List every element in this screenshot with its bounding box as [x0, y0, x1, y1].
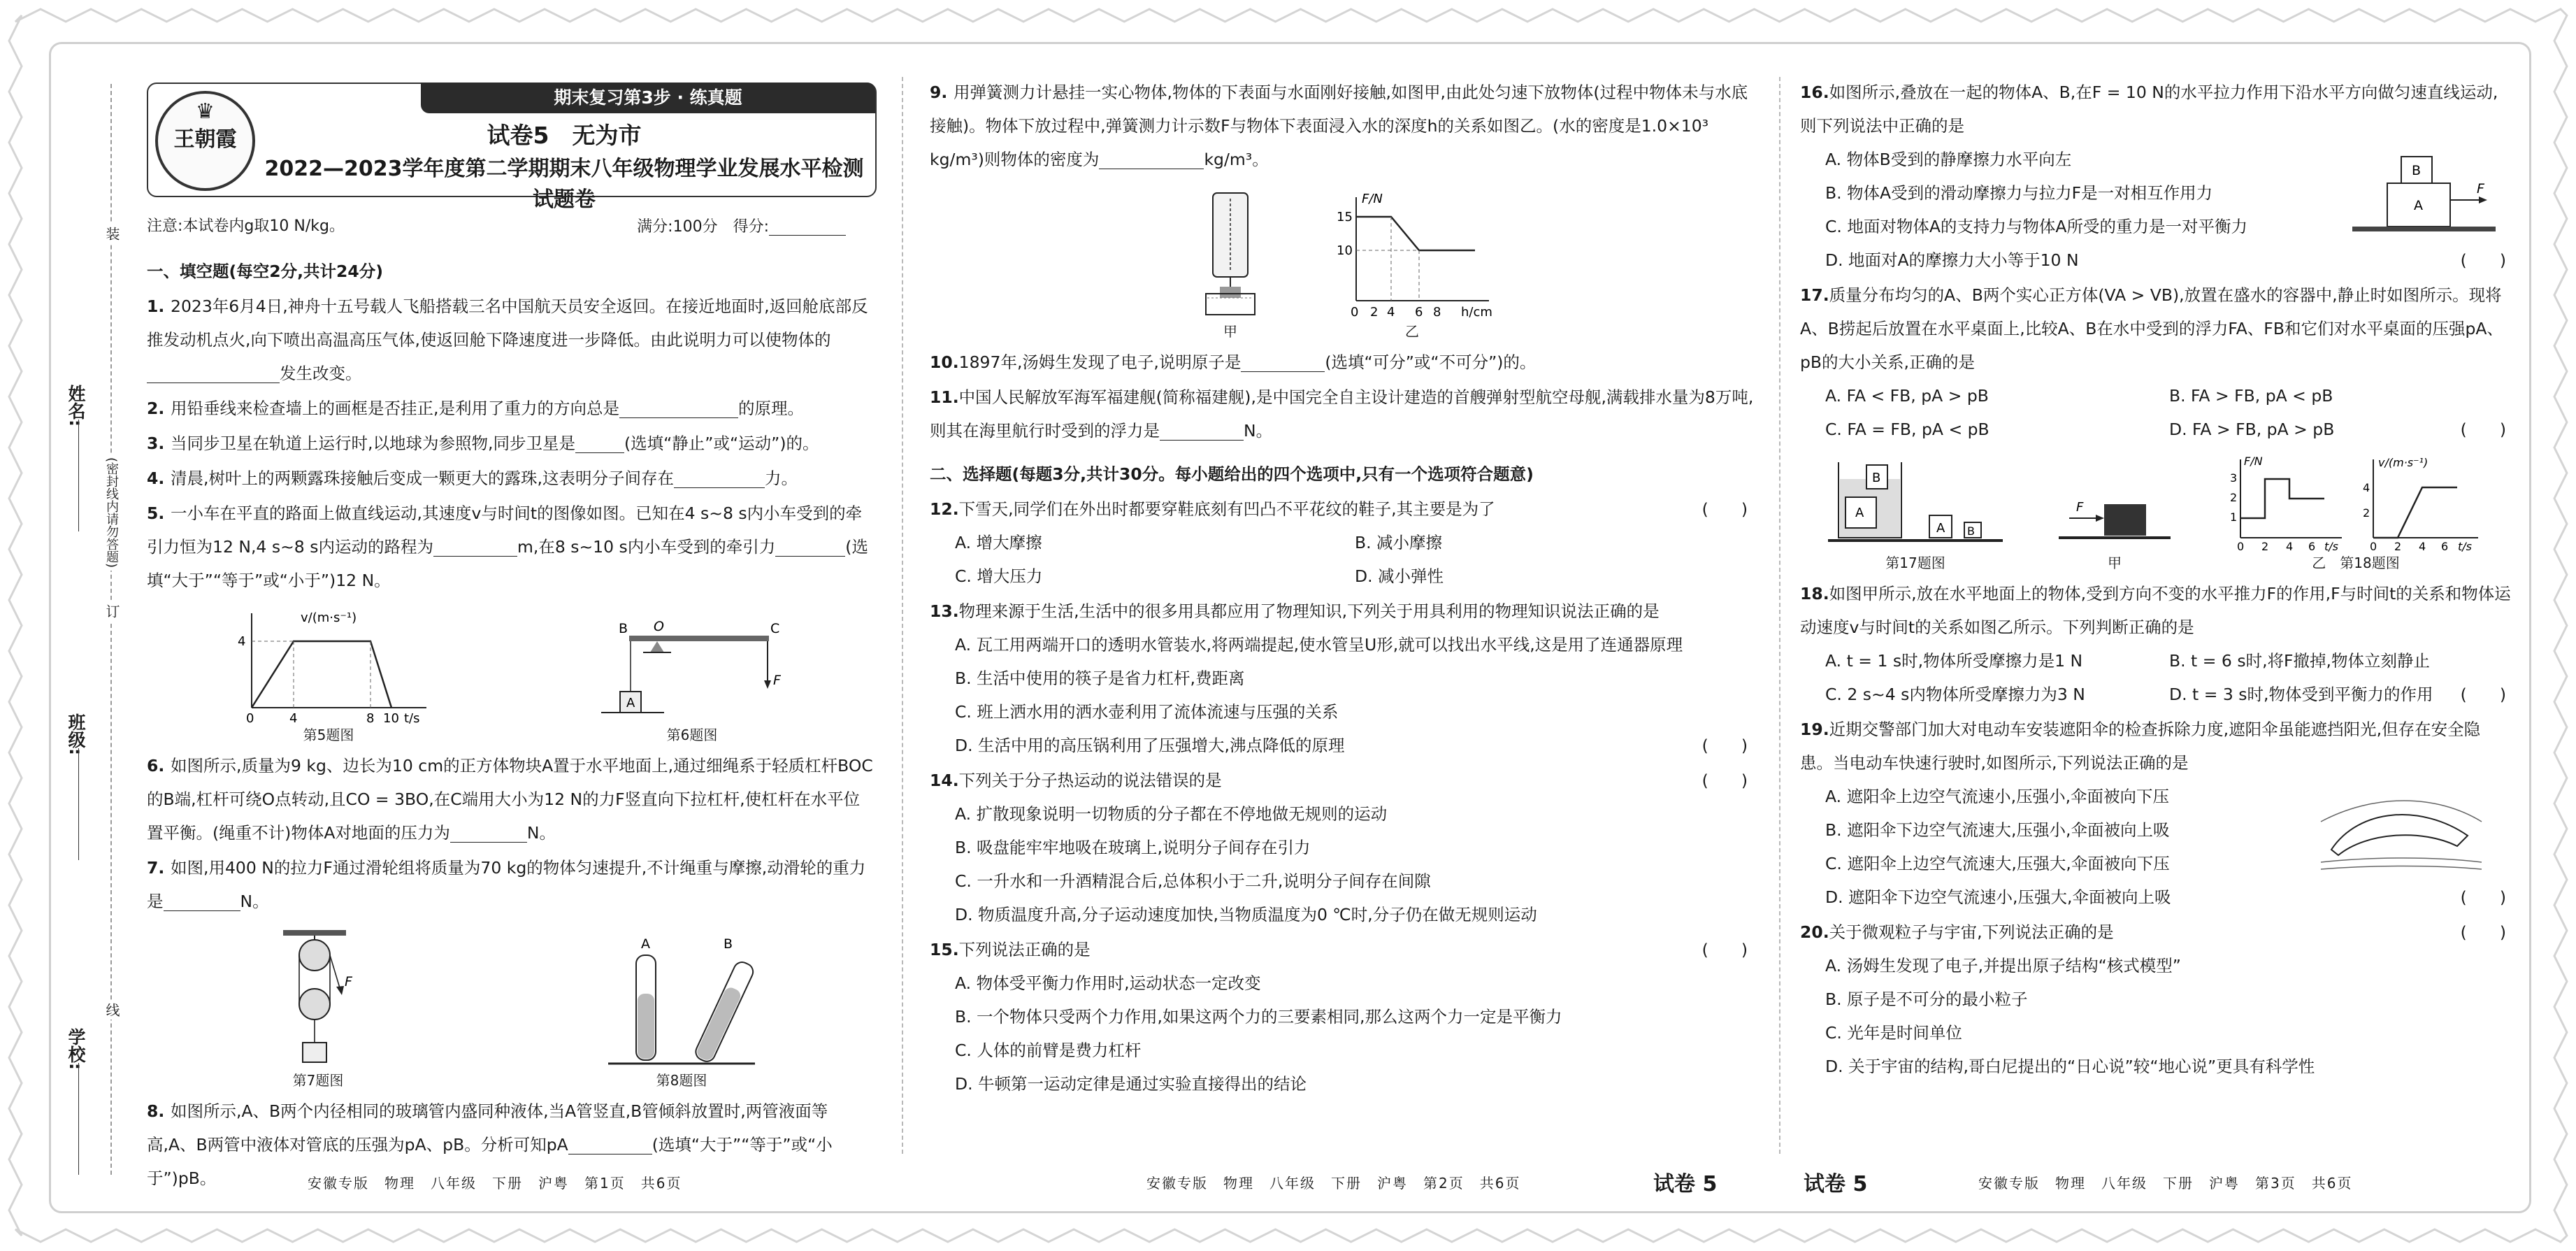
- question-number: 6.: [147, 756, 165, 775]
- question-text: N。: [240, 892, 269, 911]
- question-16-body: [1800, 143, 2513, 277]
- answer-paren[interactable]: ( ): [1701, 499, 1748, 519]
- answer-paren[interactable]: ( ): [1701, 736, 1748, 755]
- figure-17: [1825, 455, 2006, 573]
- tick-label: 0: [1351, 305, 1359, 320]
- point-label: O: [654, 619, 664, 634]
- x-axis-label: h/cm: [1461, 305, 1492, 320]
- question-16: [1800, 76, 2513, 277]
- question-15: [930, 933, 1755, 1101]
- question-number: 11.: [930, 387, 959, 407]
- option-c[interactable]: C. 增大压力: [955, 566, 1043, 586]
- option-b[interactable]: B. 生活中使用的筷子是省力杠杆,费距离: [955, 669, 1245, 688]
- figure-5: [224, 606, 433, 745]
- umbrella-canopy: [2331, 815, 2468, 855]
- option-b[interactable]: B. 一个物体只受两个力作用,如果这两个力的三要素相同,那么这两个力一定是平衡力: [955, 1007, 1562, 1027]
- question-number: 12.: [930, 499, 959, 519]
- question-number: 7.: [147, 858, 165, 878]
- answer-blank[interactable]: [1099, 148, 1204, 169]
- question-stem: 物理来源于生活,生活中的很多用具都应用了物理知识,下列关于用具利用的物理知识说法正确的是: [958, 601, 1660, 621]
- name-line: [78, 420, 79, 531]
- question-6: [147, 749, 874, 850]
- question-12: [930, 492, 1755, 593]
- question-10: [930, 345, 1755, 379]
- figure-caption: 乙: [1405, 323, 1419, 340]
- school-label: 学校:: [66, 1028, 86, 1070]
- fixed-pulley: [299, 940, 330, 971]
- figure-18-jia: [2055, 455, 2174, 573]
- figure-caption: 第6题图: [666, 727, 718, 743]
- figure-row-5-6: [147, 601, 874, 745]
- tick-label: 10: [1337, 243, 1353, 258]
- x-axis-label: t/s: [2458, 540, 2472, 553]
- question-3: [147, 427, 874, 460]
- question-number: 10.: [930, 352, 959, 372]
- answer-blank[interactable]: [450, 821, 527, 843]
- answer-blank[interactable]: [568, 1133, 652, 1155]
- tick-label: 8: [1433, 305, 1441, 320]
- pushed-block: [2104, 504, 2146, 536]
- question-text: kg/m³。: [1204, 150, 1269, 169]
- option-d[interactable]: D. 减小弹性: [1355, 566, 1444, 586]
- question-number: 2.: [147, 399, 165, 418]
- option-a[interactable]: A. 增大摩擦: [955, 533, 1042, 552]
- ceiling-mount: [283, 930, 346, 936]
- answer-blank[interactable]: [1241, 350, 1325, 372]
- question-number: 8.: [147, 1101, 165, 1121]
- figure-row-9: [930, 180, 1755, 341]
- answer-blank[interactable]: [1160, 419, 1244, 441]
- option-grid: [955, 526, 1755, 593]
- question-9: [930, 76, 1755, 176]
- cube-label: B: [1967, 524, 1975, 538]
- force-label: F: [773, 673, 781, 688]
- step-badge: 期末复习第3步 · 练真题: [421, 83, 875, 113]
- option-d[interactable]: D. 关于宇宙的结构,哥白尼提出的“日心说”较“地心说”更具有科学性: [1825, 1057, 2315, 1076]
- option-a[interactable]: A. 物体受平衡力作用时,运动状态一定改变: [955, 973, 1261, 993]
- school-line: [78, 1063, 79, 1175]
- question-number: 18.: [1800, 584, 1829, 603]
- page-footer-2: 安徽专版 物理 八年级 下册 沪粤 第2页 共6页: [1146, 1175, 1521, 1192]
- figure-16: [2345, 143, 2499, 248]
- question-text: 当同步卫星在轨道上运行时,以地球为参照物,同步卫星是: [171, 434, 575, 453]
- tick-label: 6: [2308, 540, 2316, 553]
- question-20: [1800, 915, 2513, 1083]
- answer-paren[interactable]: ( ): [2460, 887, 2506, 907]
- question-text: 2023年6月4日,神舟十五号载人飞船搭载三名中国航天员安全返回。在接近地面时,返回舱底部反推发动机点火,向下喷出高温高压气体,使返回舱下降速度进一步降低。由此说明力可以使物体的: [147, 296, 868, 350]
- answer-paren[interactable]: ( ): [2460, 685, 2506, 704]
- option-d[interactable]: D. 牛顿第一运动定律是通过实验直接得出的结论: [955, 1074, 1307, 1094]
- liquid-a: [638, 994, 654, 1059]
- question-13: [930, 594, 1755, 762]
- question-stem: 下列关于分子热运动的说法错误的是: [958, 771, 1222, 790]
- arrow-head-icon: [2096, 515, 2104, 522]
- block-label: A: [626, 696, 635, 710]
- y-axis-label: F/N: [1362, 192, 1383, 206]
- question-stem: 下列说法正确的是: [958, 940, 1091, 959]
- tick-label: 10: [383, 711, 399, 725]
- option-c[interactable]: C. 班上洒水用的洒水壶利用了流体流速与压强的关系: [955, 702, 1339, 722]
- tick-label: 0: [246, 711, 254, 725]
- option-grid: [1825, 644, 2513, 711]
- option-d[interactable]: D. t = 3 s时,物体受到平衡力的作用: [2169, 685, 2433, 704]
- y-axis-label: v/(m·s⁻¹): [2378, 456, 2429, 469]
- option-a[interactable]: A. 物体B受到的静摩擦力水平向左: [1825, 150, 2072, 169]
- column-2: [930, 76, 1755, 1102]
- column-divider: [1779, 77, 1780, 1154]
- option-b[interactable]: B. FA > FB, pA < pB: [2169, 386, 2333, 406]
- answer-paren[interactable]: ( ): [1701, 771, 1748, 790]
- section-title: 一、填空题(每空2分,共计24分): [147, 262, 383, 281]
- option-b[interactable]: B. 吸盘能牢牢地吸在玻璃上,说明分子间存在引力: [955, 838, 1311, 857]
- score-line: [637, 214, 846, 236]
- option-c[interactable]: C. 2 s~4 s内物体所受摩擦力为3 N: [1825, 685, 2085, 704]
- figure-7: [262, 927, 374, 1090]
- option-a[interactable]: A. FA < FB, pA > pB: [1825, 386, 1989, 406]
- option-d[interactable]: D. 遮阳伞下边空气流速小,压强大,伞面被向上吸: [1825, 887, 2171, 907]
- figure-caption: 第17题图: [1885, 555, 1945, 571]
- point-label: C: [770, 621, 780, 636]
- question-text: 如图所示,A、B两个内径相同的玻璃管内盛同种液体,当A管竖直,B管倾斜放置时,两管液面等高,A、B两管中液体对管底的压强为pA、pB。分析可知pA: [147, 1101, 828, 1155]
- question-text: 如图所示,质量为9 kg、边长为10 cm的正方体物块A置于水平地面上,通过细绳系于轻质杠杆BOC的B端,杠杆可绕O点转动,且CO = 3BO,在C端用大小为12 N的力F竖直向下拉杠杆,使杠杆在水平位置平衡。(绳重不计)物体A对地面的压力为: [147, 756, 873, 843]
- option-a[interactable]: A. 遮阳伞上边空气流速小,压强小,伞面被向下压: [1825, 787, 2170, 806]
- class-line: [78, 748, 79, 860]
- tick-label: 4: [1387, 305, 1395, 320]
- question-stem: 如图甲所示,放在水平地面上的物体,受到方向不变的水平推力F的作用,F与时间t的关系和物体运动速度v与时间t的关系如图乙所示。下列判断正确的是: [1800, 584, 2511, 637]
- question-number: 16.: [1800, 83, 1829, 102]
- figure-6: [587, 606, 797, 745]
- question-text: (选填“大于”“等于”或“小于”)12 N。: [147, 537, 868, 590]
- column-1: [147, 252, 874, 1196]
- answer-blank[interactable]: [164, 889, 240, 911]
- question-19: [1800, 713, 2513, 914]
- question-stem: 下雪天,同学们在外出时都要穿鞋底刻有凹凸不平花纹的鞋子,其主要是为了: [958, 499, 1495, 519]
- column-3: [1800, 76, 2513, 1085]
- pivot-icon: [650, 641, 664, 652]
- tick-label: 15: [1337, 210, 1353, 224]
- question-text: 如图,用400 N的拉力F通过滑轮组将质量为70 kg的物体匀速提升,不计绳重与摩擦,动滑轮的重力是: [147, 858, 866, 911]
- force-line: [2240, 479, 2324, 518]
- caption-18: 第18题图: [2340, 555, 2400, 571]
- crown-icon: ♛: [196, 99, 215, 124]
- tick-label: 6: [2441, 540, 2449, 553]
- option-c[interactable]: C. 遮阳伞上边空气流速大,压强大,伞面被向下压: [1825, 854, 2170, 873]
- force-label: F: [345, 974, 352, 989]
- page-footer-1: 安徽专版 物理 八年级 下册 沪粤 第1页 共6页: [308, 1175, 682, 1192]
- tick-label: 2: [2394, 540, 2402, 553]
- answer-paren[interactable]: ( ): [2460, 922, 2506, 942]
- logo-text: 王朝霞: [173, 127, 237, 152]
- brand-logo: [155, 91, 255, 191]
- paper-tag-right: 试卷 5: [1804, 1172, 1868, 1196]
- option-b[interactable]: B. t = 6 s时,将F撤掉,物体立刻静止: [2169, 651, 2431, 671]
- x-axis-label: t/s: [2324, 540, 2338, 553]
- score-label: 满分:100分 得分:: [637, 218, 769, 236]
- option-b[interactable]: B. 减小摩擦: [1355, 533, 1443, 552]
- answer-blank[interactable]: [575, 431, 624, 453]
- rope: [330, 955, 340, 990]
- paper-header: [147, 83, 877, 212]
- force-line: [1356, 217, 1475, 250]
- point-label: B: [619, 621, 628, 636]
- airflow-line: [2321, 866, 2482, 870]
- question-number: 4.: [147, 469, 165, 488]
- seal-note: (密封线内请勿答题): [102, 455, 120, 571]
- question-18: [1800, 577, 2513, 711]
- question-text: 用弹簧测力计悬挂一实心物体,物体的下表面与水面刚好接触,如图甲,由此处匀速下放物体(过程中物体未与水底接触)。物体下放过程中,弹簧测力计示数F与物体下表面浸入水的深度h的关系如图乙。(水的密度是1.0×10³ kg/m³)则物体的密度为: [930, 83, 1748, 169]
- question-14: [930, 764, 1755, 931]
- question-number: 3.: [147, 434, 165, 453]
- option-c[interactable]: C. 一升水和一升酒精混合后,总体积小于二升,说明分子间存在间隙: [955, 871, 1431, 891]
- figure-caption: 甲: [2108, 555, 2122, 571]
- cube-label: B: [1872, 471, 1881, 485]
- option-b[interactable]: B. 遮阳伞下边空气流速大,压强小,伞面被向上吸: [1825, 820, 2170, 840]
- arrow-head-icon: [764, 680, 771, 689]
- tube-label: A: [641, 936, 650, 952]
- notice-line: [147, 214, 874, 236]
- question-2: [147, 392, 874, 425]
- tick-label: 8: [366, 711, 375, 725]
- answer-blank[interactable]: [147, 362, 280, 383]
- block-label: B: [2412, 163, 2422, 178]
- option-c[interactable]: C. 地面对物体A的支持力与物体A所受的重力是一对平衡力: [1825, 217, 2247, 236]
- airflow-line: [2321, 858, 2482, 862]
- tube-b: [693, 959, 756, 1064]
- question-number: 17.: [1800, 285, 1829, 305]
- figure-caption: 第5题图: [303, 727, 354, 743]
- option-c[interactable]: C. 光年是时间单位: [1825, 1023, 1962, 1043]
- question-stem: 近期交警部门加大对电动车安装遮阳伞的检查拆除力度,遮阳伞虽能遮挡阳光,但存在安全隐患。当电动车快速行驶时,如图所示,下列说法正确的是: [1800, 720, 2481, 773]
- tick-label: 2: [1370, 305, 1379, 320]
- ground-line: [2352, 227, 2496, 231]
- name-label: 姓名:: [66, 385, 86, 427]
- column-divider: [902, 77, 903, 1154]
- question-1: [147, 289, 874, 390]
- question-text: N。: [526, 823, 556, 843]
- option-b[interactable]: B. 物体A受到的滑动摩擦力与拉力F是一对相互作用力: [1825, 183, 2213, 203]
- tick-label: 6: [1415, 305, 1423, 320]
- tick-label: 3: [2230, 471, 2238, 485]
- question-text: 中国人民解放军海军福建舰(简称福建舰),是中国完全自主设计建造的首艘弹射型航空母舰,满载排水量为8万吨,则其在海里航行时受到的浮力是: [930, 387, 1754, 441]
- question-number: 9.: [930, 83, 948, 102]
- answer-blank[interactable]: [433, 535, 517, 557]
- question-number: 15.: [930, 940, 959, 959]
- question-number: 19.: [1800, 720, 1829, 739]
- question-7: [147, 851, 874, 918]
- y-axis-label: F/N: [2244, 455, 2263, 468]
- tick-label: 1: [2230, 510, 2238, 524]
- tick-label: 4: [2419, 540, 2426, 553]
- question-text: (选填“静止”或“运动”)的。: [624, 434, 819, 453]
- figure-row-17-18: [1800, 450, 2513, 573]
- figure-caption: 第8题图: [656, 1072, 707, 1089]
- question-number: 14.: [930, 771, 959, 790]
- answer-paren[interactable]: ( ): [2460, 420, 2506, 439]
- option-b[interactable]: B. 原子是不可分的最小粒子: [1825, 989, 2028, 1009]
- section-title: 二、选择题(每题3分,共计30分。每小题给出的四个选项中,只有一个选项符合题意): [930, 464, 1534, 484]
- liquid-b: [695, 985, 742, 1062]
- seal-char-xian: 线: [102, 1000, 122, 1020]
- option-d[interactable]: D. 生活中用的高压锅利用了压强增大,沸点降低的原理: [955, 736, 1345, 755]
- lever-bar: [629, 636, 769, 641]
- tube-label: B: [724, 936, 733, 952]
- question-stem: 质量分布均匀的A、B两个实心正方体(VA > VB),放置在盛水的容器中,静止时如图所示。现将A、B捞起后放置在水平桌面上,比较A、B在水中受到的浮力FA、FB和它们对水平桌面的压强pA、pB的大小关系,正确的是: [1800, 285, 2503, 372]
- option-d[interactable]: D. FA > FB, pA > pB: [2169, 420, 2335, 439]
- answer-paren[interactable]: ( ): [2460, 250, 2506, 270]
- y-axis-label: v/(m·s⁻¹): [301, 610, 357, 625]
- question-text: 清晨,树叶上的两颗露珠接触后变成一颗更大的露珠,这表明分子间存在: [171, 469, 674, 488]
- x-axis-label: t/s: [404, 711, 420, 725]
- tick-label: 2: [2230, 491, 2238, 504]
- tick-label: 2: [2363, 506, 2370, 520]
- question-number: 13.: [930, 601, 959, 621]
- option-a[interactable]: A. 瓦工用两端开口的透明水管装水,将两端提起,使水管呈U形,就可以找出水平线,这是用了连通器原理: [955, 635, 1683, 655]
- question-number: 1.: [147, 296, 165, 316]
- answer-blank[interactable]: [674, 466, 765, 488]
- answer-paren[interactable]: ( ): [1701, 940, 1748, 959]
- seal-char-ding: 订: [102, 601, 122, 621]
- question-text: 力。: [764, 469, 798, 488]
- question-stem: 关于微观粒子与宇宙,下列说法正确的是: [1829, 922, 2114, 942]
- tick-label: 2: [2261, 540, 2269, 553]
- question-text: N。: [1244, 421, 1273, 441]
- class-label: 班级:: [66, 713, 86, 755]
- figure-18-yi: [2223, 455, 2489, 573]
- movable-pulley: [299, 989, 330, 1020]
- object-block: [1220, 287, 1241, 298]
- caption-yi: 乙: [2312, 555, 2326, 571]
- option-a[interactable]: A. t = 1 s时,物体所受摩擦力是1 N: [1825, 651, 2083, 671]
- question-11: [930, 380, 1755, 448]
- arrow-head-icon: [336, 986, 344, 995]
- block-label: A: [2414, 198, 2423, 213]
- question-text: 发生改变。: [280, 364, 362, 383]
- binding-strip: [59, 84, 122, 1175]
- answer-blank[interactable]: [775, 535, 845, 557]
- question-text: 用铅垂线来检查墙上的画框是否挂正,是利用了重力的方向总是: [171, 399, 619, 418]
- question-number: 5.: [147, 503, 165, 523]
- figure-row-7-8: [147, 922, 874, 1090]
- load-block: [303, 1043, 326, 1062]
- paper-tag-left: 试卷 5: [1653, 1172, 1718, 1196]
- arrow-head-icon: [2479, 196, 2487, 203]
- option-c[interactable]: C. FA = FB, pA < pB: [1825, 420, 1989, 439]
- figure-19: [2317, 794, 2485, 878]
- question-text: 1897年,汤姆生发现了电子,说明原子是: [958, 352, 1242, 372]
- option-a[interactable]: A. 扩散现象说明一切物质的分子都在不停地做无规则的运动: [955, 804, 1388, 824]
- notice-text: 注意:本试卷内g取10 N/kg。: [147, 217, 345, 235]
- paper-title: 试卷5 无为市: [487, 122, 642, 149]
- tick-label: 0: [2237, 540, 2245, 553]
- question-text: 一小车在平直的路面上做直线运动,其速度v与时间t的图像如图。已知在4 s~8 s内小车受到的牵引力恒为12 N,4 s~8 s内运动的路程为: [147, 503, 863, 557]
- force-label: F: [2477, 181, 2484, 196]
- question-17: [1800, 278, 2513, 446]
- answer-blank[interactable]: [619, 396, 738, 418]
- tick-label: 4: [2286, 540, 2294, 553]
- option-d[interactable]: D. 物质温度升高,分子运动速度加快,当物质温度为0 ℃时,分子仍在做无规则运动: [955, 905, 1537, 924]
- cube-label: A: [1936, 521, 1945, 536]
- tick-label: 4: [2363, 481, 2370, 494]
- velocity-line: [2373, 487, 2457, 538]
- score-blank[interactable]: [769, 214, 846, 236]
- option-d[interactable]: D. 地面对A的摩擦力大小等于10 N: [1825, 250, 2079, 270]
- seal-char-zhuang: 装: [102, 224, 122, 243]
- figure-8: [605, 927, 758, 1090]
- question-text: (选填“大于”“等于”或“小于”)pB。: [147, 1135, 833, 1188]
- paper-subtitle: 2022—2023学年度第二学期期末八年级物理学业发展水平检测试题卷: [264, 157, 864, 212]
- question-4: [147, 462, 874, 495]
- tick-label: 0: [2370, 540, 2377, 553]
- question-stem: 如图所示,叠放在一起的物体A、B,在F = 10 N的水平拉力作用下沿水平方向做匀速直线运动,则下列说法中正确的是: [1800, 83, 2498, 136]
- question-19-body: [1800, 780, 2513, 914]
- question-number: 20.: [1800, 922, 1829, 942]
- cube-label: A: [1855, 506, 1864, 520]
- option-c[interactable]: C. 人体的前臂是费力杠杆: [955, 1041, 1142, 1060]
- question-text: (选填“可分”或“不可分”)的。: [1325, 352, 1537, 372]
- figure-caption: 甲: [1223, 323, 1237, 340]
- question-text: m,在8 s~10 s内小车受到的牵引力: [517, 537, 776, 557]
- option-grid: [1825, 379, 2513, 446]
- force-label: F: [2076, 500, 2084, 515]
- question-text: 的原理。: [737, 399, 804, 418]
- figure-9-yi: [1328, 189, 1496, 341]
- option-a[interactable]: A. 汤姆生发现了电子,并提出原子结构“核式模型”: [1825, 956, 2181, 975]
- tick-label: 4: [238, 634, 246, 649]
- figure-caption: 第7题图: [292, 1072, 344, 1089]
- figure-caption: [2223, 553, 2489, 573]
- question-5: [147, 496, 874, 597]
- page-footer-3: 安徽专版 物理 八年级 下册 沪粤 第3页 共6页: [1978, 1175, 2353, 1192]
- figure-9-jia: [1188, 189, 1272, 341]
- tick-label: 4: [289, 711, 298, 725]
